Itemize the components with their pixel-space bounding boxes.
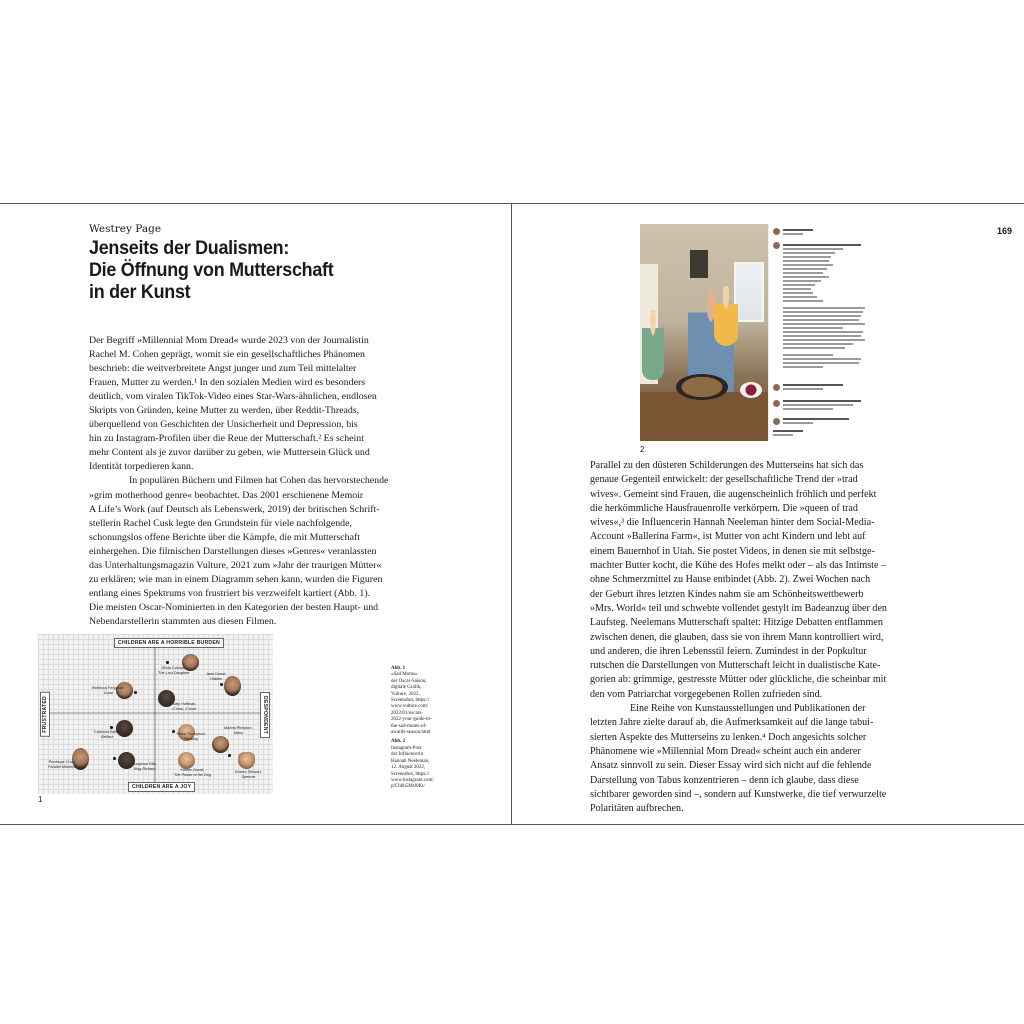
text-line: Die meisten Oscar-Nominierten in den Kategorien der besten Haupt- und	[89, 601, 379, 613]
text-placeholder-bar	[783, 229, 813, 231]
caption-line: p/Ch6h5MtJ0Kt/	[391, 784, 425, 790]
page-number: 169	[996, 226, 1012, 236]
caption-line: Hannah Neeleman,	[391, 758, 430, 764]
text-placeholder-bar	[783, 422, 813, 424]
text-placeholder-bar	[783, 408, 833, 410]
photo-child	[714, 286, 738, 346]
text-line: Eine Reihe von Kunstausstellungen und Publikationen der	[630, 703, 866, 715]
text-line: Laufsteg. Neelemans Mutterschaft spaltet: Hitzige Debatten entflammen	[590, 617, 883, 629]
person-label: Olivia Colman, The Lost Daughter	[158, 666, 190, 675]
text-placeholder-bar	[783, 244, 861, 246]
plot-dot	[113, 757, 116, 760]
text-placeholder-bar	[783, 358, 861, 360]
text-line: wives«,³ die Influencerin Hannah Neeleman hinter dem Social-Media-	[590, 517, 875, 529]
axis-bottom-label: CHILDREN ARE A JOY	[128, 782, 195, 792]
caption-line: www.vulture.com/	[391, 704, 429, 710]
text-placeholder-bar	[783, 307, 865, 309]
text-placeholder-bar	[783, 280, 821, 282]
text-line: Frauen, Mutter zu werden.¹ In den sozialen Medien wird es besonders	[89, 377, 366, 389]
gutter-divider	[511, 204, 512, 824]
axis-left-label: FRUSTRATED	[40, 692, 50, 737]
caption-block	[391, 666, 451, 736]
text-placeholder-bar	[783, 268, 827, 270]
text-placeholder-bar	[783, 288, 811, 290]
text-line: A Life’s Work (auf Deutsch als Lebenswerk, 2019) der britischen Schrift-	[89, 503, 380, 515]
portrait-kirsten-dunst	[178, 752, 195, 769]
avatar	[773, 400, 780, 407]
text-line: beschrieb: die weitverbreitete Angst junger und zum Teil mittelalter	[89, 363, 357, 375]
caption-line: 2022/01/oscars-	[391, 710, 423, 716]
text-placeholder-bar	[783, 272, 823, 274]
text-placeholder-bar	[783, 311, 863, 313]
person-label: Aunjanue Ellis, King Richard	[132, 762, 158, 771]
avatar	[773, 384, 780, 391]
text-line: Polaritäten aufbrechen.	[590, 803, 684, 815]
caption-line: Instagram-Post	[391, 745, 422, 751]
axis-right-label: DESPONDENT	[260, 692, 270, 738]
text-line: die herkömmliche Hausfrauenrolle verkörpern. Die »queen of trad	[590, 502, 858, 514]
text-placeholder-bar	[783, 300, 823, 302]
text-placeholder-bar	[783, 296, 817, 298]
text-line: ohne Schmerzmittel zu Hause entbindet (Abb. 2). Zwei Wochen nach	[590, 574, 871, 586]
instagram-photo	[640, 224, 768, 441]
text-line: In populären Büchern und Filmen hat Cohen das hervorstechende	[129, 475, 389, 487]
person-label: Tessa Thompson, Passing	[176, 732, 206, 741]
photo-window	[734, 262, 764, 322]
text-line: rutschen die Darstellungen von Mutterschaft leicht in dualistische Kate-	[590, 660, 881, 672]
text-placeholder-bar	[783, 388, 823, 390]
portrait-kristen-stewart	[238, 752, 255, 769]
text-line: der Geburt ihres letzten Kindes nahm sie am Schönheitswettbewerb	[590, 588, 864, 600]
text-placeholder-bar	[783, 233, 803, 235]
text-line: Nebendarstellerin stammten aus diesen Filmen.	[89, 615, 277, 627]
person-label: Jane Dunst, Hidden	[206, 672, 227, 681]
text-line: »grim motherhood genre« beobachtet. Das 2001 erschienene Memoir	[89, 489, 364, 501]
text-placeholder-bar	[773, 434, 793, 436]
person-label: Rebecca Ferguson, Dune	[92, 686, 126, 695]
plot-dot	[228, 754, 231, 757]
plot-dot	[134, 691, 137, 694]
text-placeholder-bar	[783, 366, 823, 368]
author-name: Westrey Page	[89, 223, 162, 235]
caption-line: the-sad-moms-of-	[391, 723, 427, 729]
figure-2-instagram-post	[640, 224, 869, 441]
text-placeholder-bar	[783, 323, 865, 325]
avatar	[773, 228, 780, 235]
avatar	[773, 418, 780, 425]
left-body-text	[89, 334, 434, 629]
text-line: machter Butter kocht, die Kühe des Hofes melkt oder – als das Intimste –	[590, 560, 887, 572]
plot-dot	[166, 661, 169, 664]
text-placeholder-bar	[783, 260, 829, 262]
text-placeholder-bar	[783, 248, 843, 250]
text-line: »Mrs. World« teil und schwebte vollendet gestylt im Badeanzug über den	[590, 602, 887, 614]
text-placeholder-bar	[783, 256, 831, 258]
text-line: entlang eines Spektrums von frustriert bis verzweifelt kartiert (Abb. 1).	[89, 587, 371, 599]
text-line: sierten Aspekte des Mutterseins zu lenken.⁴ Doch angesichts solcher	[590, 731, 867, 743]
caption-line: »Sad Moms«	[391, 672, 418, 678]
text-line: hin zu Instagram-Profilen über die Reue der Mutterschaft.² Es scheint	[89, 433, 364, 445]
text-line: Identität torpedieren kann.	[89, 461, 194, 473]
person-label: Kirsten Dunst, The Power of the Dog	[174, 768, 211, 777]
text-placeholder-bar	[783, 354, 833, 356]
text-line: Ansatz sinnvoll zu sein. Dieser Essay wird sich nicht auf die fehlende	[590, 760, 872, 772]
text-line: stellerin Rachel Cusk legte den Grundstein für viele nachfolgende,	[89, 517, 352, 529]
caption-line: Vulture, 2022,	[391, 691, 420, 697]
text-line: einhergehen. Die filmischen Darstellungen dieses »Genres« veranlassten	[89, 545, 377, 557]
caption-line: digitale Grafik,	[391, 685, 422, 691]
person-label: Penélope Cruz, Parallel Mothers	[48, 760, 76, 769]
text-line: Account »Ballerina Farm«, ist Mutter von acht Kindern und lebt auf	[590, 531, 866, 543]
text-line: sichtbarer geworden sind –, sondern auf Kunstwerke, die tief verwurzelte	[590, 788, 887, 800]
plot-dot	[220, 683, 223, 686]
text-placeholder-bar	[773, 430, 803, 432]
caption-line: www.instagram.com/	[391, 777, 434, 783]
figure-1-sad-moms-chart	[38, 634, 273, 794]
plot-dot	[172, 730, 175, 733]
text-line: gorien ab: grimmige, gestresste Mütter oder glückliche, die scheinbar mit	[590, 674, 887, 686]
person-label: Toby Hoffman, C'mon, C'mon	[172, 702, 197, 711]
caption-line: Screenshot, https://	[391, 698, 430, 704]
text-line: Skripts von Gründen, keine Mutter zu werden, über Reddit-Threads,	[89, 405, 360, 417]
text-placeholder-bar	[783, 343, 853, 345]
text-placeholder-bar	[783, 327, 843, 329]
text-placeholder-bar	[783, 315, 861, 317]
photo-bowl	[676, 374, 728, 400]
photo-berries	[740, 382, 762, 398]
text-line: und anderen, die ihren Lebensstil feiern. Zumindest in der Popkultur	[590, 645, 867, 657]
caption-line: 2022-your-guide-to-	[391, 717, 432, 723]
avatar	[773, 242, 780, 249]
instagram-comments-panel	[768, 224, 870, 441]
text-line: deutlich, vom viralen TikTok-Video eines Star-Wars-ähnlichen, endlosen	[89, 391, 377, 403]
caption-line: Screenshot, https://	[391, 771, 430, 777]
person-label: Martha Plimpton, Mass	[224, 726, 253, 735]
chapter-title	[89, 237, 420, 303]
text-line: einem Bauernhof in Utah. Sie postet Videos, in denen sie mit selbstge-	[590, 545, 875, 557]
text-placeholder-bar	[783, 276, 829, 278]
caption-line: der Influencerin	[391, 752, 424, 758]
figure-1-number: 1	[38, 795, 43, 804]
book-spread	[0, 203, 1024, 825]
figure-2-number: 2	[640, 445, 645, 454]
text-placeholder-bar	[783, 400, 861, 402]
text-placeholder-bar	[783, 347, 845, 349]
photo-child	[642, 310, 664, 380]
text-line: zwischen denen, die glauben, dass sie von ihrem Mann kontrolliert wird,	[590, 631, 884, 643]
text-placeholder-bar	[783, 404, 853, 406]
text-placeholder-bar	[783, 339, 865, 341]
text-line: Rachel M. Cohen geprägt, womit sie ein gesellschaftliches Phänomen	[89, 349, 365, 361]
text-line: den vom Patriarchat vorgegebenen Rollen zufrieden sind.	[590, 688, 823, 700]
text-placeholder-bar	[783, 252, 835, 254]
text-placeholder-bar	[783, 319, 859, 321]
caption-block	[391, 739, 451, 790]
text-line: zu erklären; wie man in einem Diagramm sehen kann, wurden die Figuren	[89, 573, 383, 585]
text-placeholder-bar	[783, 418, 849, 420]
portrait-martha-plimpton	[212, 736, 229, 753]
photo-stove	[690, 250, 708, 278]
text-line: schonungslos offene Berichte über die Kämpfe, die mit Mutterschaft	[89, 531, 361, 543]
person-label: Kristen Stewart, Spencer	[235, 770, 262, 779]
figure-captions	[391, 666, 451, 794]
text-line: überquellend von Geschichten der Unsicherheit und Depression, bis	[89, 419, 358, 431]
text-placeholder-bar	[783, 384, 843, 386]
text-line: Phänomene wie »Millennial Mom Dread« scheint auch ein anderer	[590, 745, 861, 757]
text-placeholder-bar	[783, 284, 815, 286]
caption-line: der Oscar-Saison,	[391, 678, 427, 684]
text-line: das Unterhaltungsmagazin Vulture, 2021 zum »Jahr der traurigen Mütter«	[89, 559, 382, 571]
text-line: Parallel zu den düsteren Schilderungen des Mutterseins hat sich das	[590, 460, 864, 471]
text-line: Der Begriff »Millennial Mom Dread« wurde 2023 von der Journalistin	[89, 335, 369, 346]
title-line: Jenseits der Dualismen:	[89, 237, 290, 259]
caption-heading: Abb. 2	[391, 739, 406, 745]
text-placeholder-bar	[783, 335, 861, 337]
caption-line: awards-season.html	[391, 730, 431, 736]
axis-top-label: CHILDREN ARE A HORRIBLE BURDEN	[114, 638, 224, 648]
text-line: wives«. Gemeint sind Frauen, die augenscheinlich fröhlich und perfekt	[590, 488, 877, 500]
text-line: letzten Jahre zielte darauf ab, die Aufmerksamkeit auf die lange tabui-	[590, 717, 874, 729]
title-line: Die Öffnung von Mutterschaft	[89, 259, 334, 281]
caption-heading: Abb. 1	[391, 666, 406, 671]
text-placeholder-bar	[783, 292, 813, 294]
portrait-jane-dunst	[224, 676, 241, 696]
title-line: in der Kunst	[89, 281, 191, 303]
text-placeholder-bar	[783, 362, 859, 364]
text-placeholder-bar	[783, 264, 833, 266]
text-line: genaue Gegenteil entwickelt: der gesellschaftliche Trend der »trad	[590, 474, 858, 486]
text-line: mehr Content als je zuvor darüber zu geben, wie Muttersein Glück und	[89, 447, 370, 459]
text-line: Darstellung von Tabus konzentrieren – denn ich glaube, dass diese	[590, 774, 859, 786]
caption-line: 12. August 2022,	[391, 765, 426, 771]
right-body-text	[590, 459, 942, 816]
person-label: Caitriona Balfe, Belfast	[94, 730, 120, 739]
plot-dot	[110, 726, 113, 729]
text-placeholder-bar	[783, 331, 863, 333]
